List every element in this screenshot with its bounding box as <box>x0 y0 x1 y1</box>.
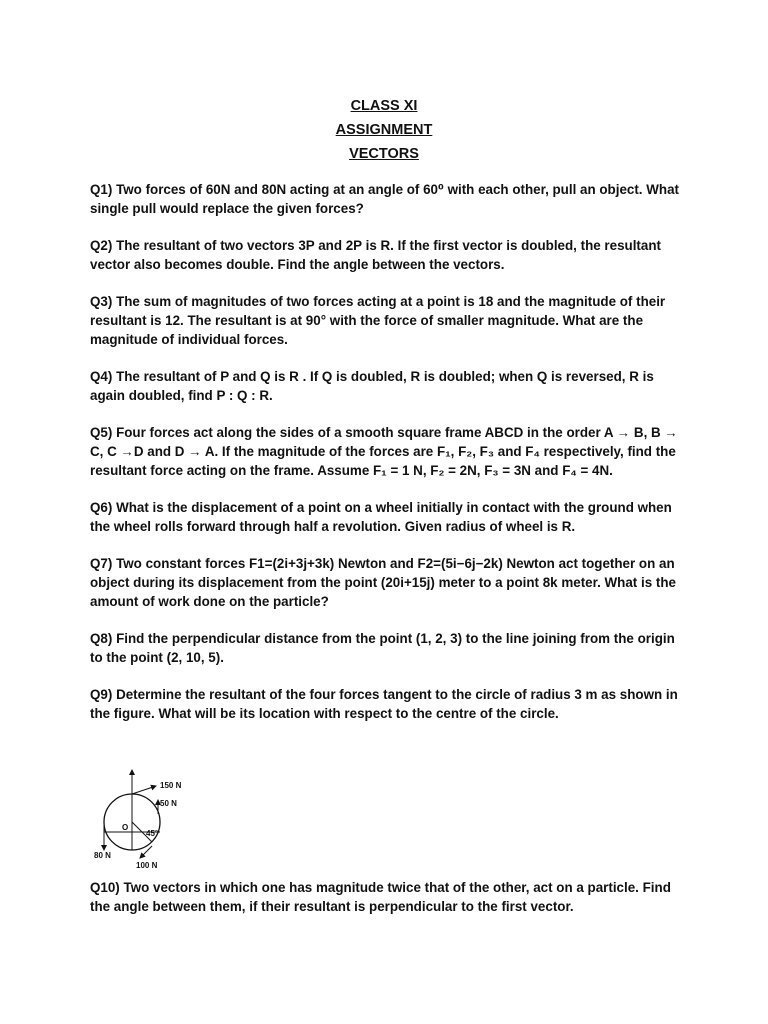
label-80n: 80 N <box>94 851 111 860</box>
question-number: Q6) <box>90 500 113 515</box>
question-number: Q5) <box>90 425 113 440</box>
question-text: The resultant of two vectors 3P and 2P is R. If the first vector is doubled, the resultant vector also becomes double. Find the angle between the vectors. <box>90 238 661 272</box>
question-6 <box>90 498 690 536</box>
question-text: The sum of magnitudes of two forces acting at a point is 18 and the magnitude of their resultant is 12. The resultant is at 90° with the force of smaller magnitude. What are the magnitude of individual forces. <box>90 294 666 347</box>
force-circle-figure <box>90 764 220 874</box>
assignment-title: ASSIGNMENT <box>335 122 433 138</box>
question-number: Q10) <box>90 880 120 895</box>
question-7 <box>90 554 690 611</box>
question-text: What is the displacement of a point on a wheel initially in contact with the ground when the wheel rolls forward through half a revolution. Given radius of wheel is R. <box>90 500 672 534</box>
question-text: Two vectors in which one has magnitude twice that of the other, act on a particle. Find the angle between them, if their resultant is perpendicular to the first vector. <box>90 880 671 914</box>
question-number: Q2) <box>90 238 113 253</box>
question-text: Two forces of 60N and 80N acting at an angle of 60⁰ with each other, pull an object. What single pull would replace the given forces? <box>90 182 679 216</box>
question-1 <box>90 180 690 218</box>
question-number: Q9) <box>90 687 113 702</box>
question-number: Q4) <box>90 369 113 384</box>
question-text: Two constant forces F1=(2i+3j+3k) Newton and F2=(5i−6j−2k) Newton act together on an object during its displacement from the point (20i+15j) meter to a point 8k meter. What is the amount of work done on the particle? <box>90 556 676 609</box>
question-5 <box>90 423 690 480</box>
question-number: Q8) <box>90 631 113 646</box>
question-10 <box>90 878 690 916</box>
class-title: CLASS XI <box>350 98 418 114</box>
question-9 <box>90 685 690 723</box>
question-4 <box>90 367 690 405</box>
label-150n: 150 N <box>160 781 182 790</box>
arrow-150n <box>132 786 156 794</box>
question-8 <box>90 629 690 667</box>
question-text: The resultant of P and Q is R . If Q is doubled, R is doubled; when Q is reversed, R is again doubled, find P : Q : R. <box>90 369 654 403</box>
topic-title: VECTORS <box>349 146 419 162</box>
question-number: Q7) <box>90 556 113 571</box>
force-diagram <box>90 764 220 874</box>
label-center: O <box>122 823 129 832</box>
question-2 <box>90 236 690 274</box>
question-3 <box>90 292 690 349</box>
label-100n: 100 N <box>136 861 158 870</box>
title-block <box>0 94 768 166</box>
label-50n: 50 N <box>160 799 177 808</box>
question-text: Determine the resultant of the four forces tangent to the circle of radius 3 m as shown in the figure. What will be its location with respect to the centre of the circle. <box>90 687 678 721</box>
question-number: Q3) <box>90 294 113 309</box>
question-text: Four forces act along the sides of a smooth square frame ABCD in the order A → B, B → C, C →D and D → A. If the magnitude of the forces are F₁, F₂, F₃ and F₄ respectively, find the resultant force acting on the frame. Assume F₁ = 1 N, F₂ = 2N, F₃ = 3N and F₄ = 4N. <box>90 425 678 478</box>
question-number: Q1) <box>90 182 113 197</box>
question-list <box>90 180 690 741</box>
label-angle: 45° <box>146 829 159 838</box>
question-text: Find the perpendicular distance from the point (1, 2, 3) to the line joining from the origin to the point (2, 10, 5). <box>90 631 675 665</box>
